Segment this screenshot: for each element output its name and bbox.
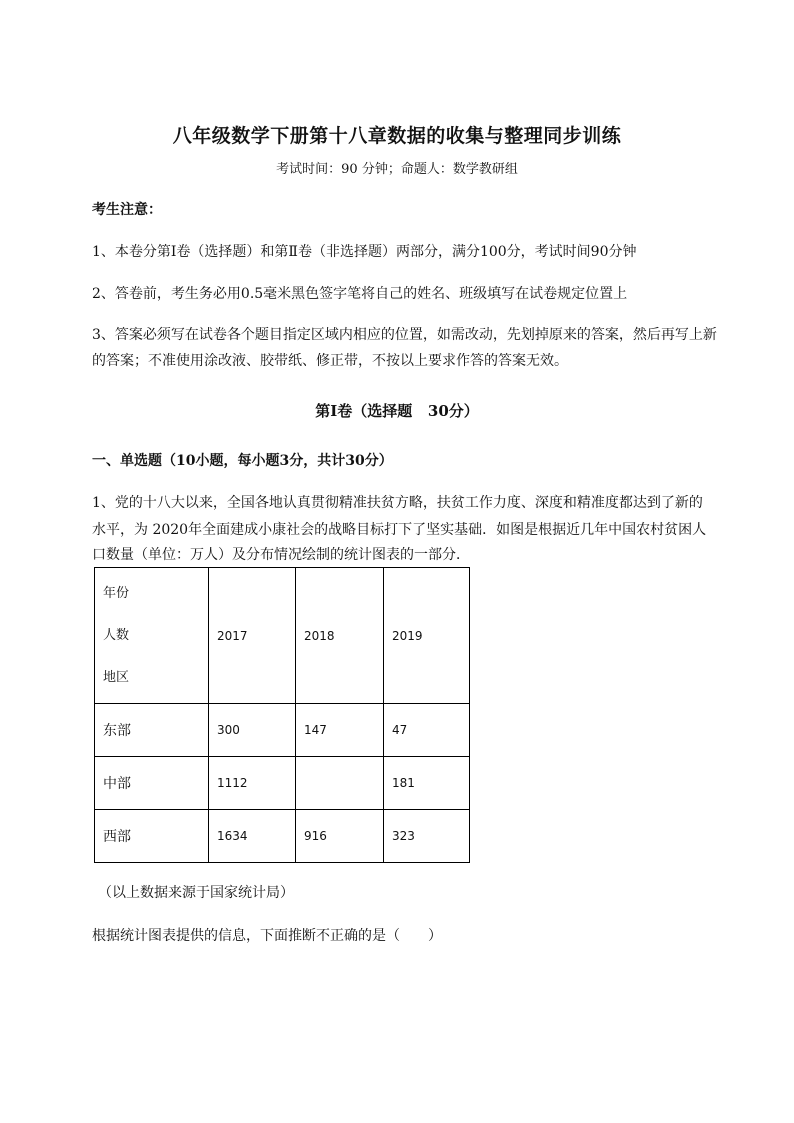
question-1-line-1: 1、党的十八大以来，全国各地认真贯彻精准扶贫方略，扶贫工作力度、深度和精准度都达到了新的 <box>92 495 703 511</box>
table-cell: 916 <box>296 810 384 863</box>
year-header-2019: 2019 <box>384 568 470 704</box>
table-cell: 323 <box>384 810 470 863</box>
table-cell: 47 <box>384 704 470 757</box>
year-header-2017: 2017 <box>209 568 296 704</box>
data-source-note: （以上数据来源于国家统计局） <box>98 885 294 901</box>
notice-item-2: 2、答卷前，考生务必用0.5毫米黑色签字笔将自己的姓名、班级填写在试卷规定位置上 <box>92 286 628 302</box>
table-cell: 1112 <box>209 757 296 810</box>
question-1-line-3: 口数量（单位：万人）及分布情况绘制的统计图表的一部分． <box>92 547 470 563</box>
table-cell: 181 <box>384 757 470 810</box>
table-cell: 300 <box>209 704 296 757</box>
region-west: 西部 <box>95 810 209 863</box>
table-row <box>95 704 470 757</box>
section-title: 第Ⅰ卷（选择题 30分） <box>315 402 479 420</box>
notice-item-3: 3、答案必须写在试卷各个题目指定区域内相应的位置，如需改动，先划掉原来的答案，然后再写上新 <box>92 327 717 343</box>
table-cell: 1634 <box>209 810 296 863</box>
header-label-count: 人数 <box>103 627 130 643</box>
header-label-year: 年份 <box>103 585 130 601</box>
table-corner-header <box>95 568 209 704</box>
region-east: 东部 <box>95 704 209 757</box>
table-cell: 147 <box>296 704 384 757</box>
part-heading: 一、单选题（10小题，每小题3分，共计30分） <box>92 453 393 469</box>
region-central: 中部 <box>95 757 209 810</box>
table-header-row <box>95 568 470 704</box>
header-label-region: 地区 <box>103 669 130 685</box>
page-title: 八年级数学下册第十八章数据的收集与整理同步训练 <box>172 125 622 147</box>
poverty-data-table <box>94 567 470 863</box>
question-1-line-2: 水平，为 2020年全面建成小康社会的战略目标打下了坚实基础．如图是根据近几年中国农村贫困人 <box>92 522 707 538</box>
table-row <box>95 810 470 863</box>
year-header-2018: 2018 <box>296 568 384 704</box>
question-1-prompt: 根据统计图表提供的信息，下面推断不正确的是（ ） <box>92 928 442 944</box>
notice-item-1: 1、本卷分第Ⅰ卷（选择题）和第Ⅱ卷（非选择题）两部分，满分100分，考试时间90分钟 <box>92 244 637 260</box>
table-row <box>95 757 470 810</box>
notice-item-3-cont: 的答案；不准使用涂改液、胶带纸、修正带，不按以上要求作答的答案无效。 <box>92 353 568 369</box>
exam-info: 考试时间：90 分钟；命题人：数学教研组 <box>276 162 518 177</box>
notice-heading: 考生注意： <box>92 202 162 218</box>
table-cell-blank <box>296 757 384 810</box>
